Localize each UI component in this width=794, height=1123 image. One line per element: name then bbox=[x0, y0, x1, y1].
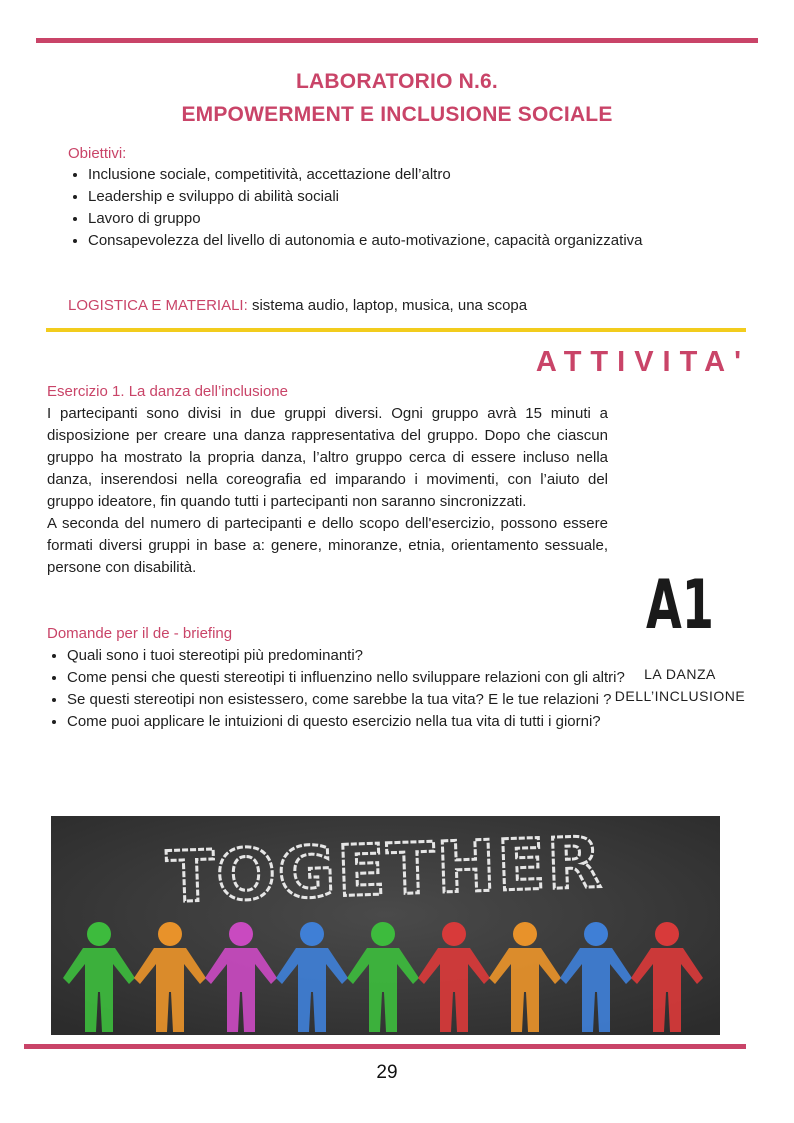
together-illustration bbox=[51, 816, 720, 1035]
objective-item: • Lavoro di gruppo bbox=[88, 208, 688, 230]
activity-caption bbox=[604, 663, 756, 707]
person-head bbox=[300, 922, 324, 946]
person-head bbox=[229, 922, 253, 946]
debrief-list bbox=[47, 645, 628, 733]
activity-code: A1 bbox=[646, 566, 714, 645]
objectives-label: Obiettivi: bbox=[68, 145, 127, 162]
debrief-item: • Come pensi che questi stereotipi ti influenzino nello sviluppare relazioni con gli altri? bbox=[67, 667, 628, 689]
activity-heading: ATTIVITA' bbox=[535, 346, 750, 378]
debrief-item: • Come puoi applicare le intuizioni di questo esercizio nella tua vita di tutti i giorni? bbox=[67, 711, 628, 733]
logistics-label: LOGISTICA E MATERIALI: bbox=[68, 297, 248, 314]
top-divider bbox=[36, 38, 758, 43]
objective-item: • Consapevolezza del livello di autonomia e auto-motivazione, capacità organizzativa bbox=[88, 230, 688, 252]
section-divider bbox=[46, 328, 746, 332]
exercise-body bbox=[47, 403, 608, 579]
bottom-divider bbox=[24, 1044, 746, 1049]
debrief-item: • Quali sono i tuoi stereotipi più predominanti? bbox=[67, 645, 628, 667]
page-title-line-2: EMPOWERMENT E INCLUSIONE SOCIALE bbox=[181, 103, 613, 126]
person-head bbox=[442, 922, 466, 946]
chalkboard-image bbox=[51, 816, 720, 1035]
objectives-list bbox=[68, 164, 688, 252]
person-head bbox=[87, 922, 111, 946]
activity-caption-line: LA DANZA bbox=[644, 666, 716, 682]
debrief-title: Domande per il de - briefing bbox=[47, 625, 233, 642]
logistics-value: sistema audio, laptop, musica, una scopa bbox=[251, 297, 528, 314]
exercise-paragraph: A seconda del numero di partecipanti e dello scopo dell'esercizio, possono essere formati diversi gruppi in base a: genere, minoranze, etnia, orientamento sessuale, persone con disabilità. bbox=[47, 515, 608, 576]
person-head bbox=[584, 922, 608, 946]
page-title-line-1: LABORATORIO N.6. bbox=[296, 70, 498, 93]
page-number: 29 bbox=[376, 1062, 398, 1083]
person-head bbox=[655, 922, 679, 946]
person-head bbox=[158, 922, 182, 946]
debrief-item: • Se questi stereotipi non esistessero, come sarebbe la tua vita? E le tue relazioni ? bbox=[67, 689, 628, 711]
objective-item: • Leadership e sviluppo di abilità sociali bbox=[88, 186, 688, 208]
exercise-title: Esercizio 1. La danza dell’inclusione bbox=[47, 383, 288, 400]
person-head bbox=[371, 922, 395, 946]
person-head bbox=[513, 922, 537, 946]
exercise-paragraph: I partecipanti sono divisi in due gruppi diversi. Ogni gruppo avrà 15 minuti a disposizione per creare una danza rappresentativa del gruppo. Dopo che ciascun gruppo ha mostrato la propria danza, l’altro gruppo cerca di essere incluso nella danza, inserendosi nella coreografia ed imparando i movimenti, con l’aiuto del gruppo ideatore, fin quando tutti i partecipanti non saranno sincronizzati. bbox=[47, 405, 608, 510]
logistics-line bbox=[68, 297, 527, 314]
together-word: TOGETHER bbox=[165, 821, 605, 919]
objective-item: • Inclusione sociale, competitività, accettazione dell’altro bbox=[88, 164, 688, 186]
activity-caption-line: DELL’INCLUSIONE bbox=[614, 688, 746, 704]
